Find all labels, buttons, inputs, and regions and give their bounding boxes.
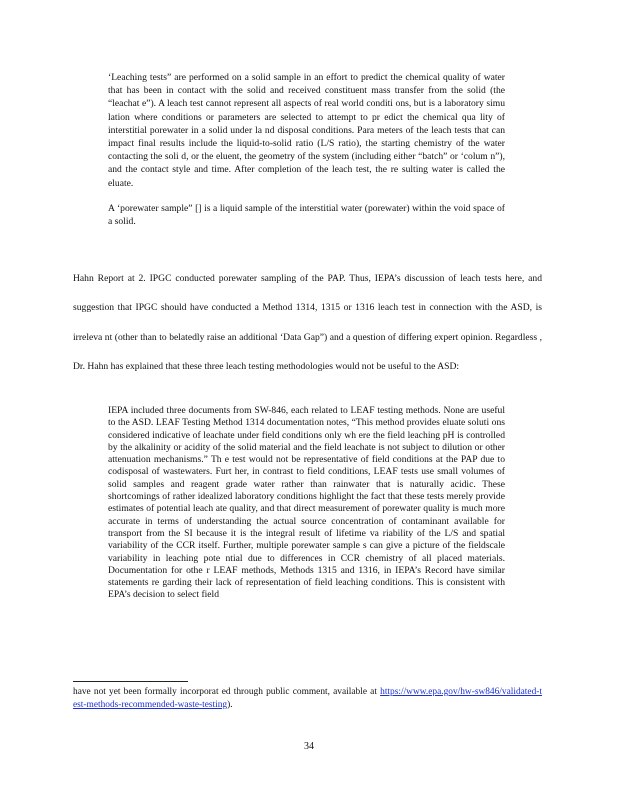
body-paragraph-text: Hahn Report at 2. IPGC conducted porewater sampling of the PAP. Thus, IEPA’s discussion of leach tests here, and suggestion that IPGC should have conducted a Method 1314, 1315 or 1316 leach test in connection with the ASD, is irreleva nt (other than to belatedly raise an additional ‘Data Gap”) and a question of differing expert opinion. Regardless , Dr. Hahn has explained that these three leach testing methodologies would not be useful to the ASD: (73, 273, 542, 373)
body-paragraph (73, 264, 542, 382)
footnote-text: have not yet been formally incorporat ed through public comment, available at (73, 687, 377, 697)
footnote (73, 686, 542, 711)
quote-paragraph-leaf-methods: IEPA included three documents from SW-846, each related to LEAF testing methods. None are useful to the ASD. LEAF Testing Method 1314 documentation notes, “This method provides eluate soluti ons considered indicative of leachate under field conditions only wh ere the field leaching pH is controlled by the alkalinity or acidity of the solid material and the field leachate is not subject to dilution or other attenuation mechanisms.” Th e test would not be representative of field conditions at the PAP due to codisposal of wastewaters. Furt her, in contrast to field conditions, LEAF tests use small volumes of solid samples and reagent grade water rather than rainwater that is naturally acidic. These shortcomings of rather idealized laboratory conditions highlight the fact that these tests merely provide estimates of potential leach ate quality, and that direct measurement of porewater quality is much more accurate in terms of understanding the actual source concentration of contaminant available for transport from the SI because it is the integral result of lifetime va riability of the L/S and spatial variability of the CCR itself. Further, multiple porewater sample s can give a picture of the fieldscale variability in leaching pote ntial due to differences in CCR chemistry of all placed materials. Documentation for othe r LEAF methods, Methods 1315 and 1316, in IEPA’s Record have similar statements re garding their lack of representation of field leaching conditions. This is consistent with EPA’s decision to select field (108, 405, 505, 601)
block-quote-hahn-explanation (108, 405, 505, 602)
quote-paragraph-porewater-sample: A ‘porewater sample” [] is a liquid sample of the interstitial water (porewater) within the void space of a solid. (108, 202, 505, 228)
quote-paragraph-leaching-tests: ‘Leaching tests” are performed on a solid sample in an effort to predict the chemical quality of water that has been in contact with the solid and received constituent mass transfer from the solid (the “leachat e”). A leach test cannot represent all aspects of real world conditi ons, but is a laboratory simu lation where conditions or parameters are selected to attempt to pr edict the chemical qua lity of interstitial porewater in a solid under la nd disposal conditions. Para meters of the leach tests that can impact final results include the liquid-to-solid ratio (L/S ratio), the starting chemistry of the water contacting the soli d, or the eluent, the geometry of the system (including either “batch” or ‘colum n”), and the contact style and time. After completion of the leach test, the re sulting water is called the eluate. (108, 72, 505, 189)
footnote-trailing: ). (227, 699, 233, 710)
footnote-separator (73, 681, 188, 682)
page-number: 34 (304, 741, 314, 752)
footnote-link[interactable]: https://www.epa.gov/hw-sw846/validated-t est-methods-recommended-waste-testing (73, 687, 542, 710)
block-quote-definitions (108, 71, 505, 228)
